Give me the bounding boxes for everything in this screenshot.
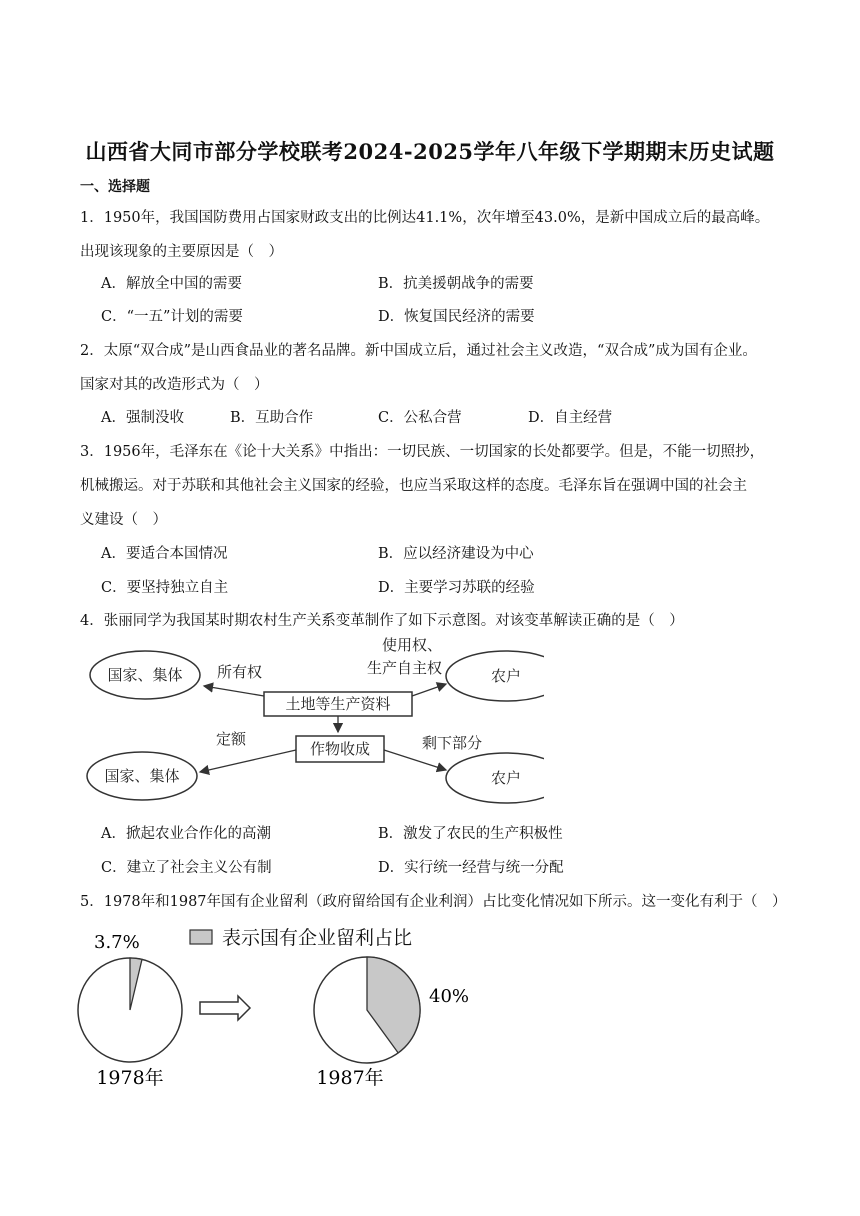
arrow-usage-rights: [412, 684, 446, 696]
label-harvest: 作物收成: [309, 740, 371, 758]
label-ownership: 所有权: [217, 663, 263, 681]
question-3-line-1: 3．1956年，毛泽东在《论十大关系》中指出：一切民族、一切国家的长处都要学。但是，不能一切照抄，: [80, 444, 765, 460]
q2-option-a[interactable]: A．强制没收: [101, 410, 184, 426]
label-usage-rights-1: 使用权、: [382, 636, 443, 654]
arrow-remaining: [384, 750, 446, 770]
q3-option-d[interactable]: D．主要学习苏联的经验: [378, 580, 535, 596]
label-farmer-bottom: 农户: [490, 769, 522, 787]
question-4-line-1: 4．张丽同学为我国某时期农村生产关系变革制作了如下示意图。对该变革解读正确的是（ ）: [80, 613, 684, 629]
pie-1-value-label: 40%: [429, 986, 470, 1007]
question-5-line-1: 5．1978年和1987年国有企业留利（政府留给国有企业利润）占比变化情况如下所示。这一变化有利于（ ）: [80, 894, 787, 910]
q4-option-a[interactable]: A．掀起农业合作化的高潮: [101, 826, 271, 842]
q4-option-c[interactable]: C．建立了社会主义公有制: [101, 860, 272, 876]
arrow-quota: [200, 750, 296, 772]
q2-option-c[interactable]: C．公私合营: [378, 410, 462, 426]
label-state-collective-top: 国家、集体: [107, 666, 183, 684]
label-state-collective-bottom: 国家、集体: [104, 767, 180, 785]
question-1-line-1: 1．1950年，我国国防费用占国家财政支出的比例达41.1%，次年增至43.0%，是新中国成立后的最高峰。: [80, 210, 770, 226]
label-usage-rights-2: 生产自主权: [367, 659, 443, 677]
q3-option-c[interactable]: C．要坚持独立自主: [101, 580, 229, 596]
arrow-ownership: [204, 686, 264, 696]
q3-option-a[interactable]: A．要适合本国情况: [101, 546, 228, 562]
pie-0-value-label: 3.7%: [94, 932, 140, 953]
transition-arrow-icon: [200, 996, 250, 1020]
q4-option-b[interactable]: B．激发了农民的生产积极性: [378, 826, 563, 842]
question-2-line-1: 2．太原“双合成”是山西食品业的著名品牌。新中国成立后，通过社会主义改造，“双合成”成为国有企业。: [80, 343, 757, 359]
label-farmer-top: 农户: [490, 667, 522, 685]
label-remaining: 剩下部分: [422, 734, 483, 752]
question-1-line-2: 出现该现象的主要原因是（ ）: [80, 244, 283, 260]
question-3-line-3: 义建设（ ）: [80, 512, 167, 528]
q2-option-b[interactable]: B．互助合作: [230, 410, 314, 426]
q1-option-c[interactable]: C．“一五”计划的需要: [101, 309, 243, 325]
retained-profit-pie-charts: [72, 918, 492, 1096]
pie-1-year-label: 1987年: [316, 1067, 384, 1089]
q1-option-b[interactable]: B．抗美援朝战争的需要: [378, 276, 534, 292]
rural-reform-diagram: [84, 630, 544, 808]
question-2-line-2: 国家对其的改造形式为（ ）: [80, 377, 269, 393]
label-means-of-production: 土地等生产资料: [285, 695, 391, 713]
legend-label: 表示国有企业留利占比: [222, 927, 413, 949]
q3-option-b[interactable]: B．应以经济建设为中心: [378, 546, 534, 562]
page-title: 山西省大同市部分学校联考2024-2025学年八年级下学期期末历史试题: [85, 139, 775, 164]
question-3-line-2: 机械搬运。对于苏联和其他社会主义国家的经验，也应当采取这样的态度。毛泽东旨在强调中国的社会主: [80, 478, 747, 494]
section-heading: 一、选择题: [80, 179, 150, 195]
q1-option-d[interactable]: D．恢复国民经济的需要: [378, 309, 535, 325]
pie-0-year-label: 1978年: [96, 1067, 164, 1089]
label-quota: 定额: [216, 730, 247, 748]
q1-option-a[interactable]: A．解放全中国的需要: [101, 276, 242, 292]
legend-swatch: [190, 930, 212, 944]
q4-option-d[interactable]: D．实行统一经营与统一分配: [378, 860, 564, 876]
q2-option-d[interactable]: D．自主经营: [528, 410, 613, 426]
